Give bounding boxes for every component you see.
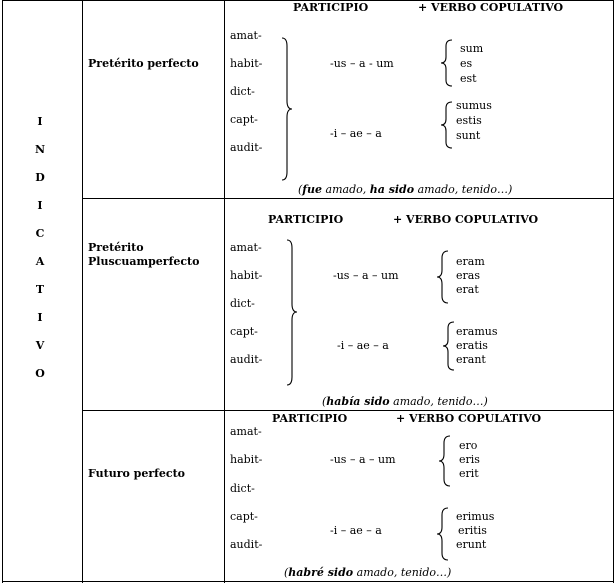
- brace-singular-icon: [436, 251, 450, 303]
- gloss-rest: amado, tenido…): [353, 566, 452, 579]
- brace-stems-icon: [285, 240, 299, 385]
- header-participio: PARTICIPIO: [268, 213, 344, 226]
- stem: amat-: [230, 241, 262, 254]
- verb-form: eram: [456, 255, 485, 268]
- participle-endings-plural: -i – ae – a: [330, 127, 382, 140]
- gloss-translation: [322, 395, 488, 408]
- gloss-rest: amado, tenido…): [414, 183, 513, 196]
- tense-name: Futuro perfecto: [88, 467, 185, 480]
- gloss-rest: amado, tenido…): [389, 395, 488, 408]
- header-participio: PARTICIPIO: [272, 412, 348, 425]
- verb-form: eramus: [456, 325, 498, 338]
- column-divider-2: [224, 0, 225, 583]
- stem: audit-: [230, 353, 263, 366]
- verb-form: erant: [456, 353, 486, 366]
- tense-name: Pretérito perfecto: [88, 57, 199, 70]
- verb-form: erunt: [456, 538, 487, 551]
- brace-plural-icon: [442, 322, 456, 370]
- mood-letter: C: [35, 227, 45, 240]
- brace-plural-icon: [436, 508, 450, 560]
- participle-endings-plural: -i – ae – a: [337, 339, 389, 352]
- stem: habit-: [230, 57, 263, 70]
- stem: dict-: [230, 85, 255, 98]
- column-divider-1: [82, 0, 83, 583]
- gloss-translation: [298, 183, 512, 196]
- participle-endings-singular: -us – a - um: [330, 57, 394, 70]
- verb-form: sumus: [456, 99, 492, 112]
- brace-singular-icon: [438, 436, 452, 486]
- gloss-open: (: [322, 395, 327, 408]
- gloss-bold: había sido: [326, 395, 390, 408]
- table-border-bottom: [2, 581, 614, 582]
- participle-endings-singular: -us – a – um: [333, 269, 399, 282]
- stem: capt-: [230, 113, 258, 126]
- mood-letter: I: [37, 199, 43, 212]
- verb-form: sum: [460, 42, 484, 55]
- table-border-right: [613, 0, 614, 583]
- tense-name: Pluscuamperfecto: [88, 255, 200, 268]
- verb-form: sunt: [456, 129, 481, 142]
- verb-form: estis: [456, 114, 482, 127]
- stem: amat-: [230, 29, 262, 42]
- brace-singular-icon: [440, 40, 454, 86]
- header-verbo-copulativo: + VERBO COPULATIVO: [393, 213, 539, 226]
- verb-form: erat: [456, 283, 479, 296]
- stem: dict-: [230, 297, 255, 310]
- participle-endings-plural: -i – ae – a: [330, 524, 382, 537]
- verb-form: ero: [459, 439, 478, 452]
- verb-form: eris: [459, 453, 480, 466]
- verb-form: es: [460, 57, 473, 70]
- mood-letter: I: [37, 311, 43, 324]
- gloss-open: (: [284, 566, 289, 579]
- tense-name: Pretérito: [88, 241, 144, 254]
- verb-form: est: [460, 72, 477, 85]
- header-verbo-copulativo: + VERBO COPULATIVO: [396, 412, 542, 425]
- row-divider-1: [83, 198, 614, 199]
- mood-letter: D: [35, 171, 45, 184]
- gloss-translation: [284, 566, 451, 579]
- mood-letter: T: [35, 283, 45, 296]
- verb-form: erimus: [456, 510, 495, 523]
- gloss-bold: habré sido: [288, 566, 354, 579]
- mood-letter: I: [37, 115, 43, 128]
- stem: capt-: [230, 510, 258, 523]
- mood-letter: O: [35, 367, 45, 380]
- row-divider-2: [83, 410, 614, 411]
- stem: habit-: [230, 453, 263, 466]
- verb-form: eras: [456, 269, 480, 282]
- brace-stems-icon: [280, 38, 294, 180]
- header-participio: PARTICIPIO: [293, 1, 369, 14]
- mood-letter: N: [34, 143, 46, 156]
- mood-letter: A: [35, 255, 45, 268]
- stem: amat-: [230, 425, 262, 438]
- verb-form: erit: [459, 467, 479, 480]
- gloss-rest: amado,: [322, 183, 370, 196]
- gloss-bold: ha sido: [369, 183, 415, 196]
- brace-plural-icon: [440, 102, 454, 148]
- stem: dict-: [230, 482, 255, 495]
- gloss-open: (: [298, 183, 303, 196]
- verb-form: eritis: [458, 524, 487, 537]
- header-verbo-copulativo: + VERBO COPULATIVO: [418, 1, 564, 14]
- participle-endings-singular: -us – a – um: [330, 453, 396, 466]
- stem: capt-: [230, 325, 258, 338]
- stem: habit-: [230, 269, 263, 282]
- gloss-bold: fue: [302, 183, 323, 196]
- verb-form: eratis: [456, 339, 488, 352]
- stem: audit-: [230, 141, 263, 154]
- mood-letter: V: [35, 339, 45, 352]
- stem: audit-: [230, 538, 263, 551]
